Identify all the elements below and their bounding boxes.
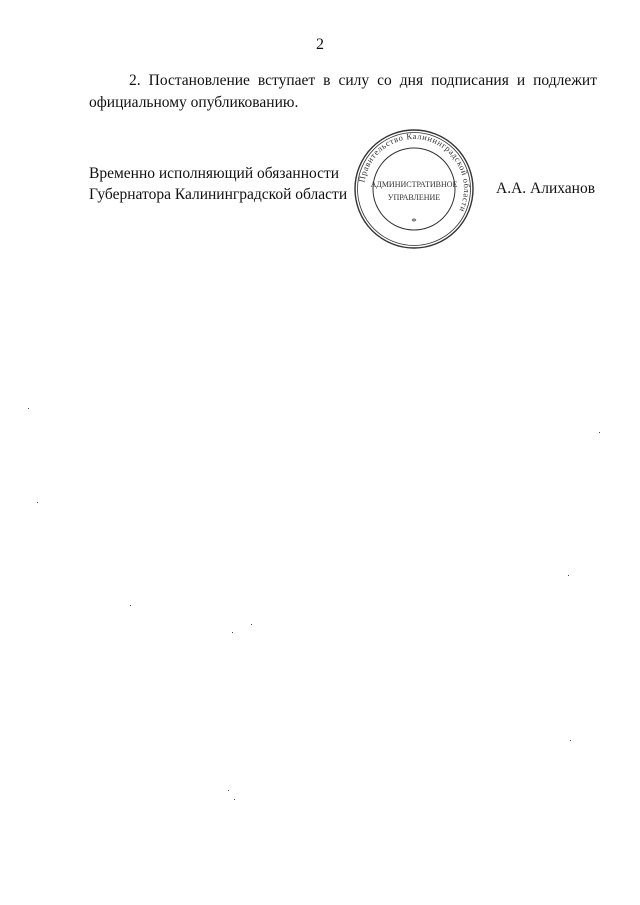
signer-title-line-1: Временно исполняющий обязанности	[89, 165, 340, 182]
scan-speck	[28, 408, 29, 409]
seal-star: *	[411, 216, 417, 228]
scan-speck	[130, 605, 131, 606]
scan-speck	[570, 740, 571, 741]
signer-title-line-2: Губернатора Калининградской области	[89, 186, 348, 203]
page-number: 2	[316, 36, 324, 53]
signer-title	[89, 163, 347, 205]
seal-inner-line-2: УПРАВЛЕНИЕ	[387, 193, 441, 202]
seal-inner-line-1: АДМИНИСТРАТИВНОЕ	[370, 180, 458, 189]
scan-speck	[232, 632, 233, 633]
scan-speck	[37, 502, 38, 503]
scan-speck	[568, 575, 569, 576]
scan-speck	[599, 432, 600, 433]
signer-name: А.А. Алиханов	[496, 180, 596, 197]
scan-speck	[228, 790, 229, 791]
official-seal	[352, 127, 476, 251]
scan-speck	[234, 799, 235, 800]
scan-speck	[251, 624, 252, 625]
resolution-paragraph: 2. Постановление вступает в силу со дня подписания и подлежит официальному опубликованию.	[89, 72, 597, 111]
seal-outer-text: Правительство Калининградской области	[356, 130, 473, 214]
